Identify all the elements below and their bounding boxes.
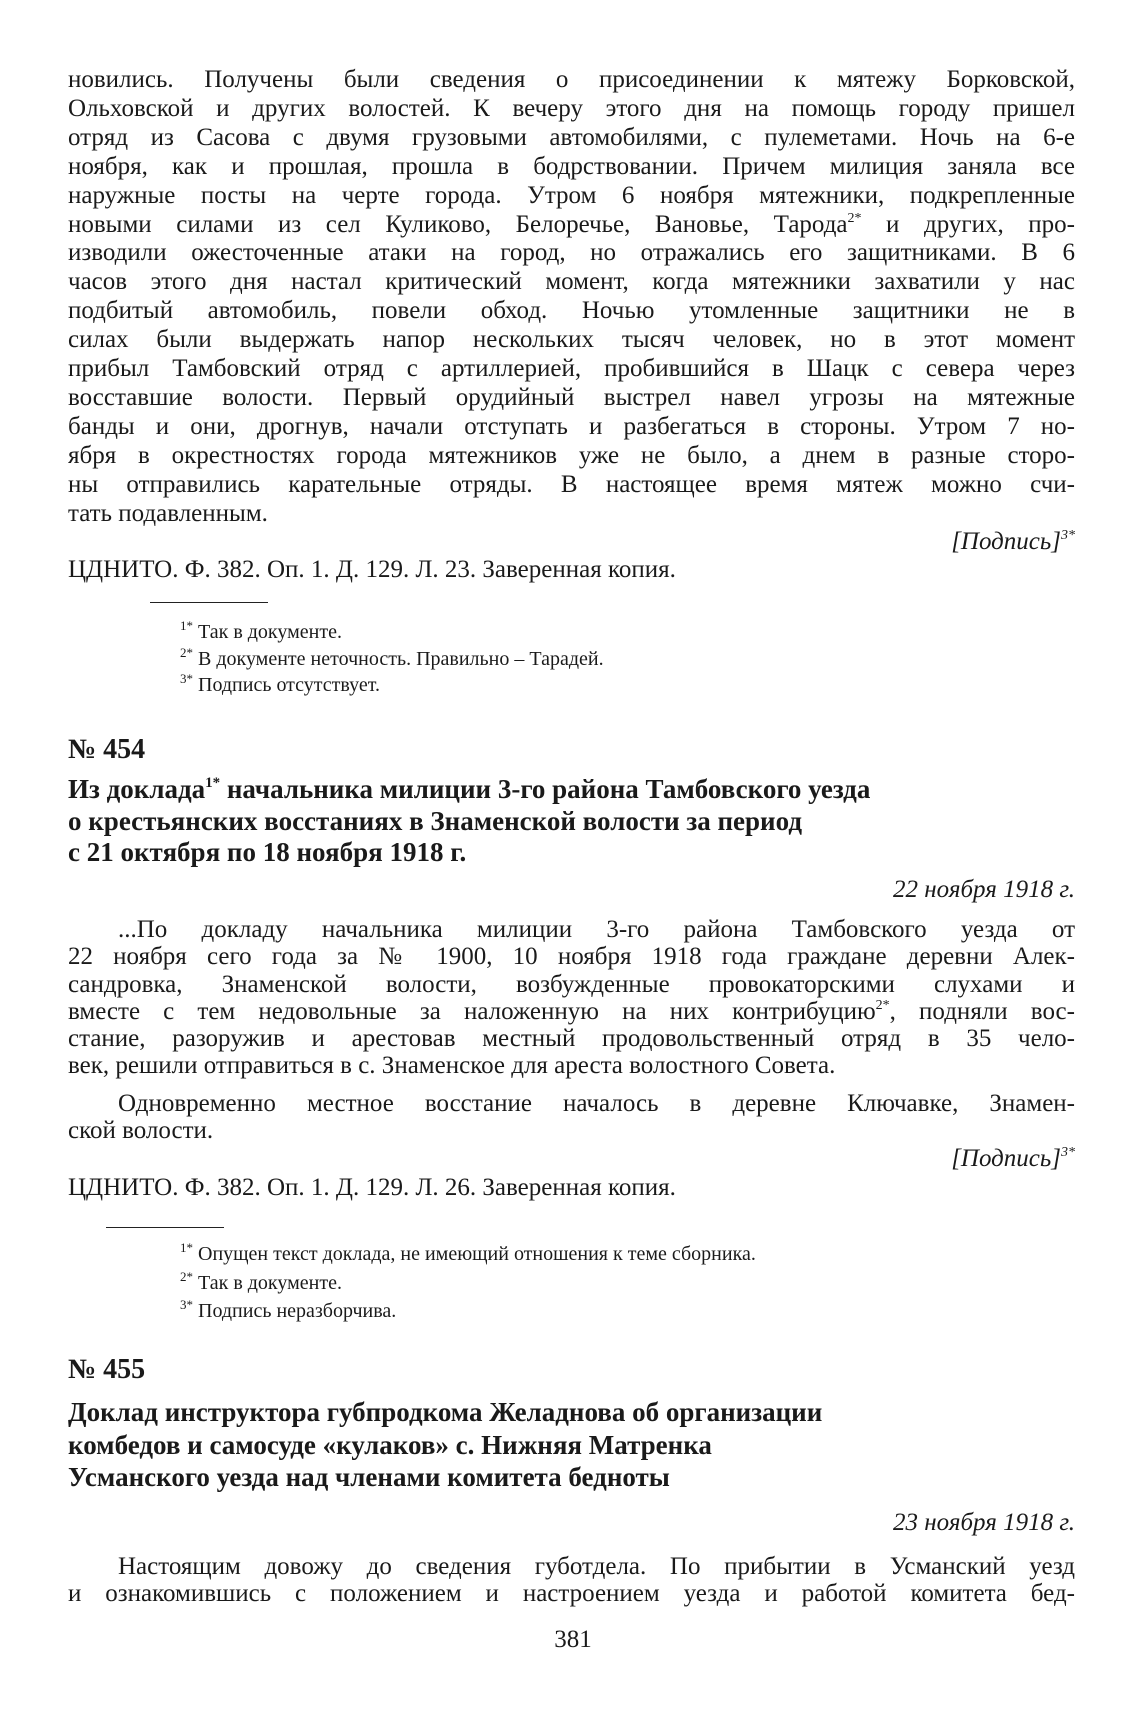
footnote (180, 672, 1146, 699)
footnote-mark: 2* (875, 997, 890, 1013)
text-segment: банды и они, дрогнув, начали отступать и разбегаться в стороны. Утром 7 но- (68, 412, 1075, 440)
doc-454-number: № 454 (68, 734, 146, 765)
text-line (68, 66, 1075, 95)
text-segment: Ольховской и других волостей. К вечеру этого дня на помощь городу пришел (68, 94, 1075, 122)
doc-454-signature (68, 1146, 1075, 1172)
footnote-divider (150, 602, 268, 603)
text-line (68, 268, 1075, 297)
text-segment: Одновременно местное восстание началось в деревне Ключавке, Знамен- (118, 1090, 1075, 1117)
text-line (68, 943, 1075, 970)
text-segment: тать подавленным. (68, 499, 268, 527)
signature-text: [Подпись] (951, 528, 1061, 555)
doc-454-title (68, 774, 1075, 869)
footnote-text: Так в документе. (193, 1271, 342, 1294)
text-segment: наружные посты на черте города. Утром 6 ноября мятежники, подкрепленные (68, 181, 1075, 209)
text-line (68, 998, 1075, 1025)
text-segment: прибыл Тамбовский отряд с артиллерией, пробившийся в Шацк с севера через (68, 355, 1075, 383)
footnote-mark: 2* (180, 1268, 193, 1284)
text-line (68, 355, 1075, 384)
text-segment: ской волости. (68, 1117, 214, 1145)
text-line (68, 1396, 1075, 1429)
text-segment: и других, про- (861, 210, 1075, 238)
doc-454-paragraph-2 (68, 1090, 1075, 1145)
text-segment: о крестьянских восстаниях в Знаменской волости за период (68, 805, 802, 836)
footnote-mark: 1* (205, 775, 221, 791)
text-segment: силах были выдержать напор нескольких тысяч человек, но в этот момент (68, 326, 1075, 354)
text-line (68, 326, 1075, 355)
doc-455-number: № 455 (68, 1354, 146, 1385)
text-segment: 22 ноября сего года за № 1900, 10 ноября 1918 года граждане деревни Алек- (68, 943, 1075, 971)
text-line (68, 297, 1075, 326)
doc-455-paragraph-1 (68, 1553, 1075, 1608)
text-line (68, 971, 1075, 998)
footnote-text: В документе неточность. Правильно – Тарадей. (193, 647, 604, 670)
footnote-mark: 1* (180, 618, 193, 633)
footnote (180, 646, 1146, 673)
text-line (68, 1025, 1075, 1052)
footnote (180, 1269, 1146, 1298)
text-line (68, 774, 1075, 806)
text-segment: подбитый автомобиль, повели обход. Ночью утомленные защитники не в (68, 297, 1075, 325)
text-line (68, 1052, 1075, 1079)
text-line (68, 239, 1075, 268)
text-line (68, 1429, 1075, 1462)
doc-455-date: 23 ноября 1918 г. (893, 1509, 1075, 1536)
doc-prev-body (68, 66, 1075, 529)
doc-455-title (68, 1396, 1075, 1494)
signature-text: [Подпись] (951, 1145, 1061, 1172)
footnote-mark: 3* (1061, 1145, 1075, 1160)
footnote (180, 619, 1146, 646)
footnote-mark: 3* (180, 1297, 193, 1312)
text-line (68, 153, 1075, 182)
text-line (68, 182, 1075, 211)
doc-454-footnotes (68, 1240, 1146, 1326)
footnote-mark: 3* (180, 671, 193, 686)
doc-454-paragraph-1 (68, 916, 1075, 1080)
text-segment: ...По докладу начальника милиции 3-го района Тамбовского уезда от (118, 916, 1075, 943)
text-line (68, 1580, 1075, 1607)
footnote (180, 1240, 1146, 1269)
doc-454-archive-ref: ЦДНИТО. Ф. 382. Оп. 1. Д. 129. Л. 26. Заверенная копия. (68, 1174, 676, 1201)
footnote (180, 1297, 1146, 1326)
text-line (68, 211, 1075, 240)
text-line (68, 1553, 1075, 1580)
text-line (68, 413, 1075, 442)
text-line (68, 442, 1075, 471)
text-segment: отряд из Сасова с двумя грузовыми автомобилями, с пулеметами. Ночь на 6-е (68, 123, 1075, 151)
text-segment: Доклад инструктора губпродкома Желаднова об организации (68, 1397, 823, 1427)
text-segment: новились. Получены были сведения о присоединении к мятежу Борковской, (68, 66, 1075, 93)
text-line (68, 806, 1075, 838)
footnote-mark: 2* (847, 210, 862, 226)
doc-prev-footnotes (68, 619, 1146, 699)
doc-prev-signature (68, 529, 1075, 555)
text-segment: Настоящим довожу до сведения губотдела. По прибытии в Усманский уезд (118, 1553, 1075, 1580)
text-segment: восставшие волости. Первый орудийный выстрел навел угрозы на мятежные (68, 383, 1075, 411)
footnote-mark: 2* (180, 644, 193, 660)
footnote-text: Опущен текст доклада, не имеющий отношения к теме сборника. (193, 1243, 756, 1265)
footnote-text: Так в документе. (193, 621, 342, 643)
text-segment: часов этого дня настал критический момент, когда мятежники захватили у нас (68, 268, 1075, 296)
text-segment: сандровка, Знаменской волости, возбужденные провокаторскими слухами и (68, 970, 1075, 998)
text-line (68, 384, 1075, 413)
text-segment: , подняли вос- (889, 997, 1075, 1025)
text-line (68, 837, 1075, 869)
text-line (68, 471, 1075, 500)
page-number: 381 (554, 1626, 592, 1653)
text-line (68, 124, 1075, 153)
text-segment: Из доклада (68, 774, 206, 804)
text-line (68, 1090, 1075, 1117)
footnote-text: Подпись отсутствует. (193, 674, 380, 696)
text-segment: изводили ожесточенные атаки на город, но отражались его защитниками. В 6 (68, 239, 1075, 267)
text-segment: и ознакомившись с положением и настроением уезда и работой комитета бед- (68, 1580, 1075, 1608)
text-line (68, 916, 1075, 943)
text-segment: с 21 октября по 18 ноября 1918 г. (68, 837, 467, 867)
text-segment: ября в окрестностях города мятежников уже не было, а днем в разные сторо- (68, 441, 1075, 469)
text-segment: вместе с тем недовольные за наложенную на них контрибуцию (68, 997, 876, 1025)
text-segment: стание, разоружив и арестовав местный продовольственный отряд в 35 чело- (68, 1025, 1075, 1053)
doc-454-date: 22 ноября 1918 г. (893, 876, 1075, 903)
footnote-divider (106, 1227, 224, 1228)
text-segment: комбедов и самосуде «кулаков» с. Нижняя Матренка (68, 1429, 712, 1460)
text-segment: ны отправились карательные отряды. В настоящее время мятеж можно счи- (68, 470, 1075, 498)
doc-prev-archive-ref: ЦДНИТО. Ф. 382. Оп. 1. Д. 129. Л. 23. Заверенная копия. (68, 556, 676, 583)
footnote-mark: 1* (180, 1240, 193, 1255)
text-line (68, 1117, 1075, 1144)
text-line (68, 95, 1075, 124)
text-segment: век, решили отправиться в с. Знаменское для ареста волостного Совета. (68, 1052, 836, 1080)
text-segment: новыми силами из сел Куликово, Белоречье, Вановье, Тарода (68, 210, 848, 238)
text-line (68, 1461, 1075, 1494)
text-segment: начальника милиции 3-го района Тамбовского уезда (220, 774, 871, 804)
text-line (68, 500, 1075, 529)
text-segment: Усманского уезда над членами комитета бедноты (68, 1462, 670, 1492)
footnote-mark: 3* (1061, 528, 1075, 543)
text-segment: ноября, как и прошлая, прошла в бодрствовании. Причем милиция заняла все (68, 152, 1075, 180)
footnote-text: Подпись неразборчива. (193, 1300, 397, 1322)
